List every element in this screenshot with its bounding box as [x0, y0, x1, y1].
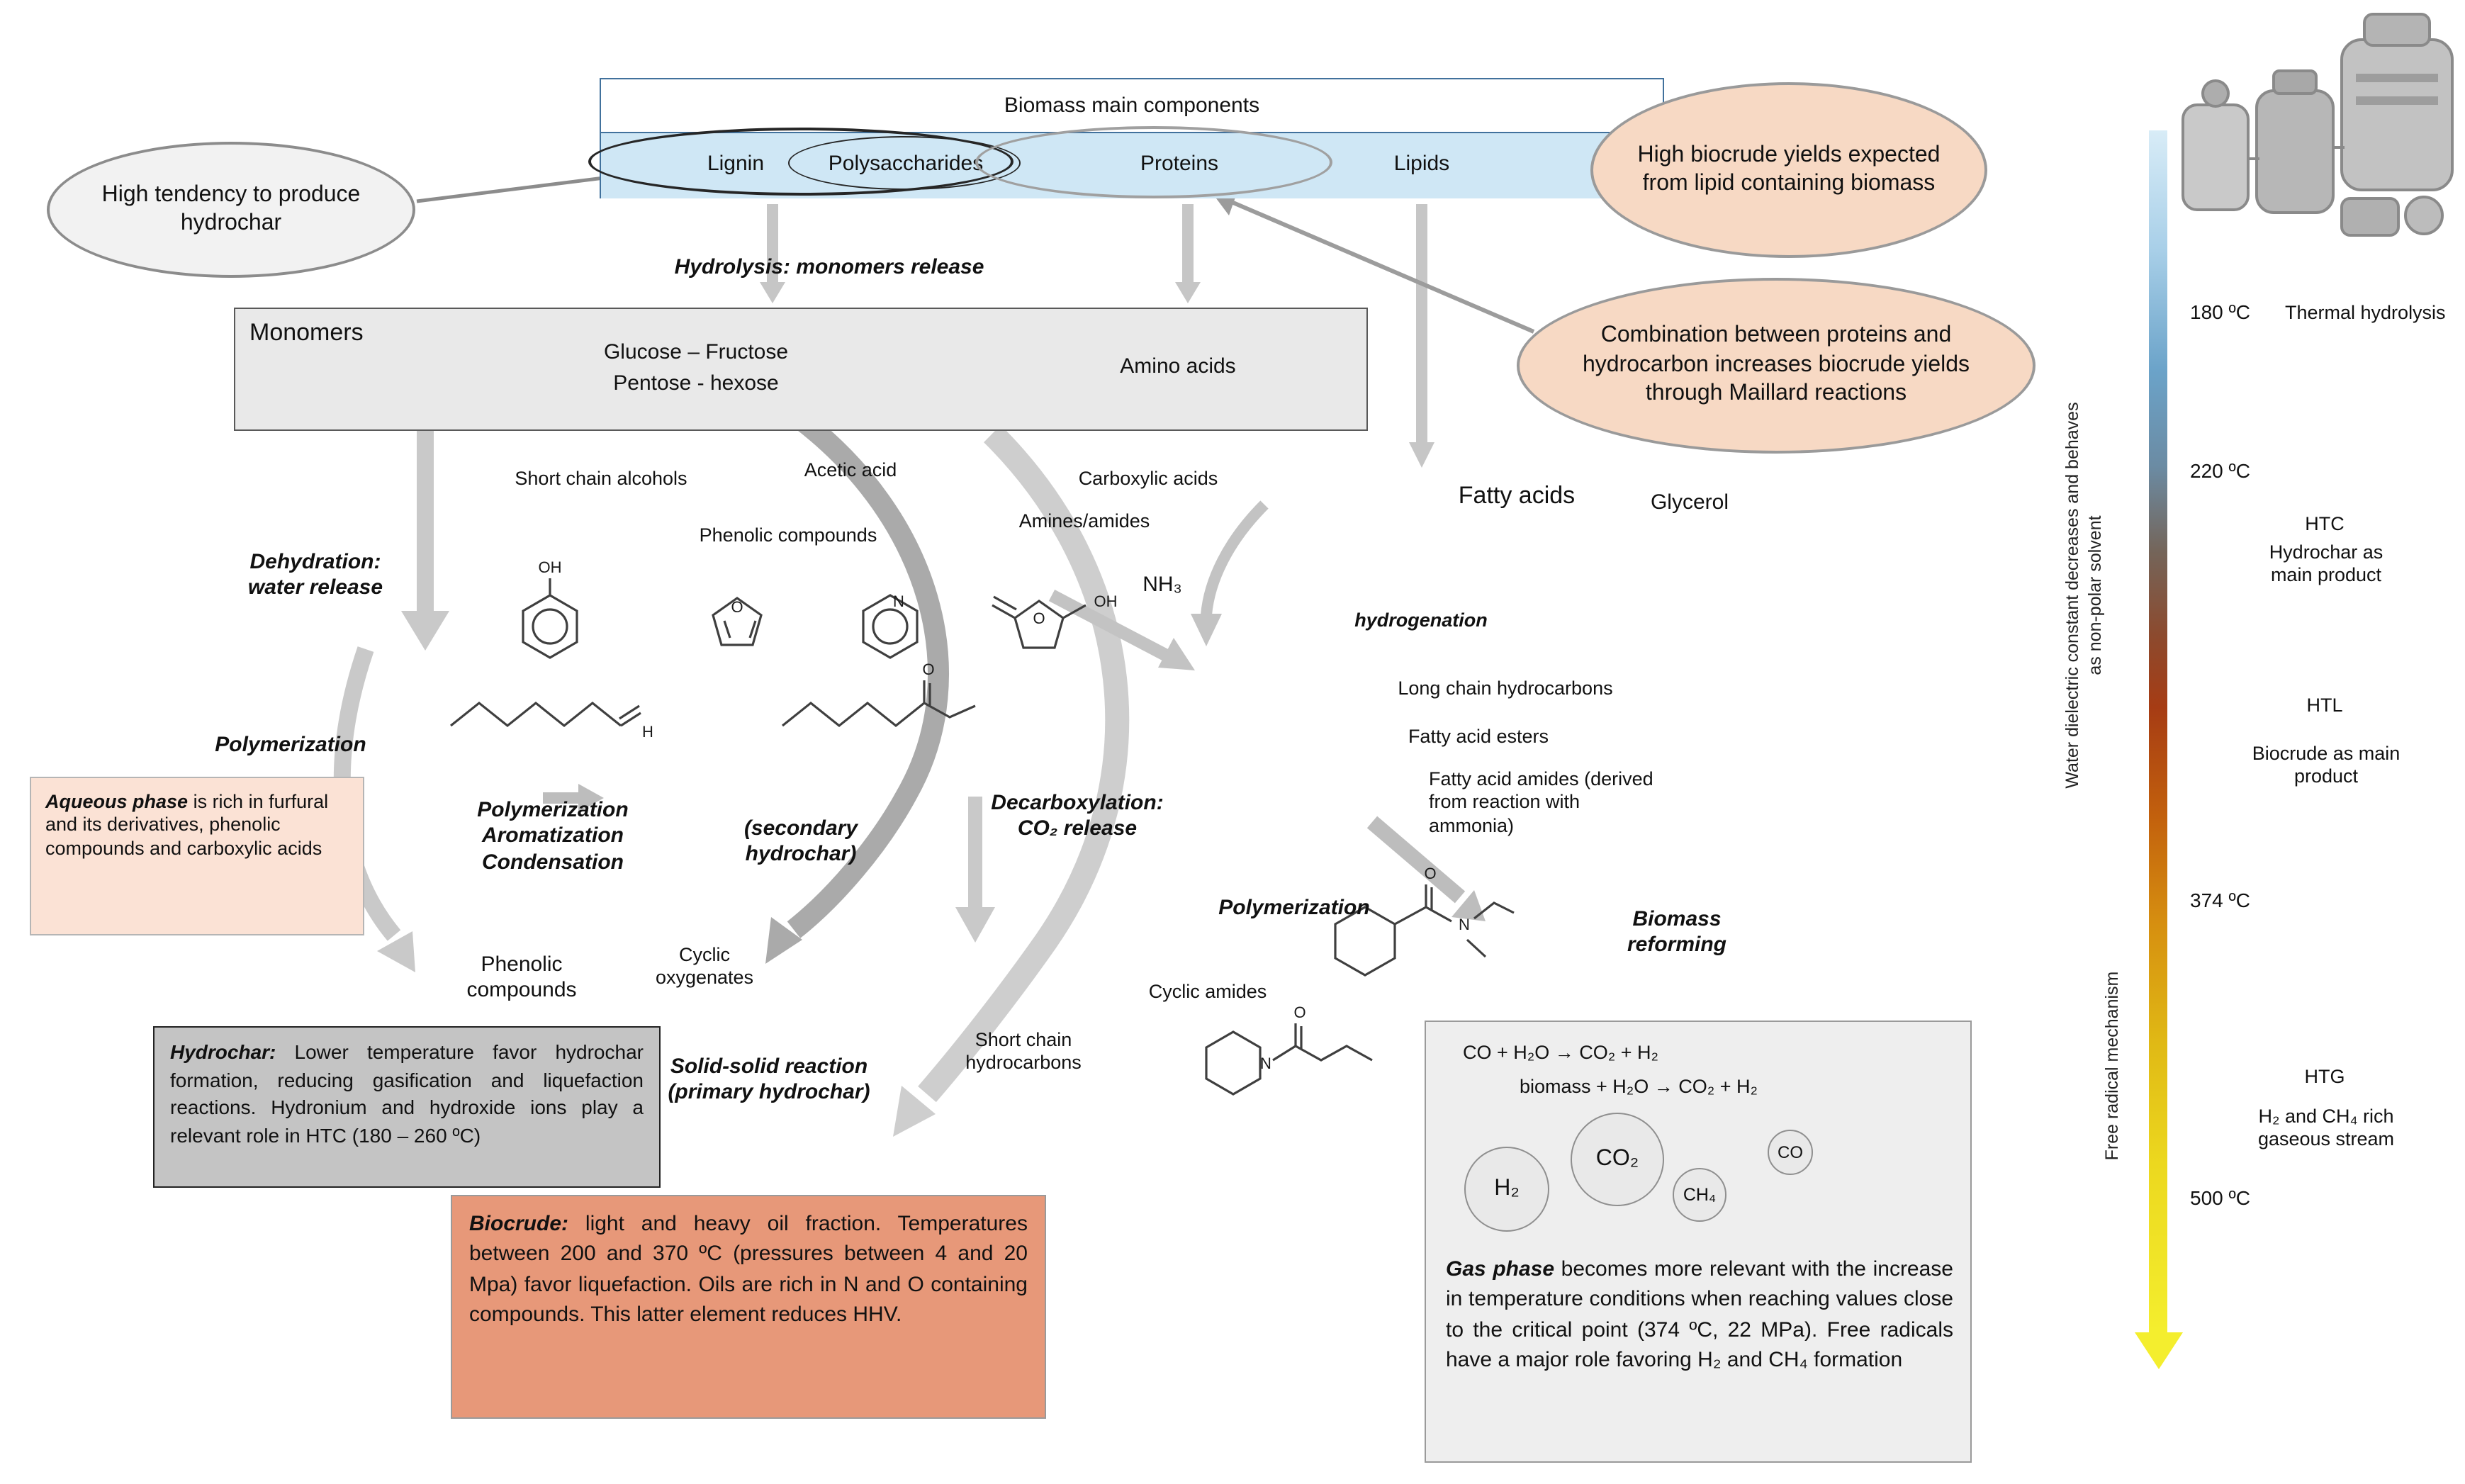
monomers-title: Monomers — [249, 319, 364, 346]
gas-equation-2: biomass + H₂O → CO₂ + H₂ — [1520, 1076, 1758, 1097]
lipid-yield-callout: High biocrude yields expected from lipid containing biomass — [1590, 82, 1987, 258]
proteins-ellipse — [975, 126, 1332, 198]
gas-equation-1: CO + H₂O → CO₂ + H₂ — [1463, 1042, 1658, 1063]
short-chain-alcohols-label: Short chain alcohols — [515, 468, 687, 489]
hydrochar-tendency-callout: High tendency to produce hydrochar — [47, 142, 415, 278]
hydrochar-box-lead: Hydrochar: — [170, 1040, 276, 1063]
biocrude-box-lead: Biocrude: — [469, 1212, 569, 1236]
fatty-acid-esters-label: Fatty acid esters — [1408, 726, 1549, 747]
solid-solid-reaction-label: Solid-solid reaction (primary hydrochar) — [668, 1055, 870, 1105]
biomass-reforming-label: Biomass reforming — [1627, 907, 1726, 957]
carboxylic-acids-label: Carboxylic acids — [1078, 468, 1218, 489]
hydrogenation-label: hydrogenation — [1354, 609, 1488, 631]
scale-htg-product-label: H₂ and CH₄ rich gaseous stream — [2257, 1106, 2395, 1150]
gas-phase-box — [1425, 1021, 1972, 1463]
hmf-oh-label: OH — [1094, 592, 1118, 610]
gas-phase-lead: Gas phase — [1446, 1257, 1555, 1281]
co2-molecule-label: CO₂ — [1595, 1147, 1639, 1171]
furan-structure — [713, 598, 761, 645]
cyclic-amides-label: Cyclic amides — [1148, 981, 1267, 1002]
h2-molecule-label: H₂ — [1494, 1176, 1520, 1201]
short-chain-hydrocarbons-label: Short chain hydrocarbons — [965, 1029, 1082, 1074]
biocrude-box-body: light and heavy oil fraction. Temperatures between 200 and 370 ºC (pressures between 4 and 20 Mpa) favor liquefaction. Oils are rich in N and O containing compounds. This latter element reduces HHV. — [469, 1212, 1028, 1327]
component-polysaccharides: Polysaccharides — [828, 152, 984, 176]
long-chain-hydrocarbons-label: Long chain hydrocarbons — [1398, 678, 1613, 699]
hmf-o-label: O — [1033, 609, 1045, 627]
nh3-label: NH₃ — [1142, 573, 1182, 597]
amide-o-label: O — [1424, 865, 1437, 882]
aqueous-phase-box — [30, 777, 364, 935]
maillard-callout: Combination between proteins and hydrocarbon increases biocrude yields through Maillard reactions — [1517, 278, 2036, 454]
hydrochar-box — [153, 1026, 661, 1188]
monomers-box — [234, 308, 1368, 431]
scale-220C-label: 220 ºC — [2190, 459, 2250, 482]
scale-374C-label: 374 ºC — [2190, 889, 2250, 911]
co2-molecule — [1571, 1113, 1664, 1206]
phenolic-compounds-label: Phenolic compounds — [466, 952, 577, 1003]
scale-htl-product-label: Biocrude as main product — [2252, 743, 2401, 787]
ch4-molecule — [1673, 1168, 1726, 1222]
reactors-illustration — [2183, 14, 2452, 235]
aldehyde-structure — [451, 703, 653, 741]
decarboxylation-label: Decarboxylation: CO₂ release — [991, 791, 1164, 841]
aqueous-phase-lead: Aqueous phase — [45, 791, 189, 812]
ch4-molecule-label: CH₄ — [1683, 1185, 1717, 1205]
phenol-oh-label: OH — [538, 558, 562, 576]
scale-180C-label: 180 ºC — [2190, 300, 2250, 323]
component-lignin: Lignin — [707, 152, 765, 176]
monomers-sugars-1: Glucose – Fructose — [603, 340, 789, 364]
hydrochar-box-body: Lower temperature favor hydrochar formation, reducing gasification and liquefaction reactions. Hydronium and hydroxide ions play a relevant role in HTC (180 – 260 ºC) — [170, 1040, 644, 1147]
acetic-acid-label: Acetic acid — [804, 459, 897, 480]
dehydration-label: Dehydration: water release — [247, 550, 383, 600]
phenolic-compounds-top-label: Phenolic compounds — [699, 524, 877, 546]
monomers-sugars-2: Pentose - hexose — [613, 371, 779, 395]
temperature-gradient-bar — [2149, 130, 2167, 1332]
scale-htl-label: HTL — [2306, 695, 2343, 716]
monomers-amino-acids: Amino acids — [1120, 354, 1236, 378]
piperidine-amide-structure — [1206, 1004, 1372, 1094]
polymerization-left-label: Polymerization — [215, 733, 366, 757]
fatty-acid-amides-label: Fatty acid amides (derived from reaction with ammonia) — [1429, 768, 1653, 836]
gas-phase-paragraph — [1446, 1254, 1953, 1375]
piperidine-o-label: O — [1293, 1004, 1306, 1021]
furan-o-label: O — [731, 598, 743, 616]
biocrude-box — [451, 1195, 1046, 1419]
scale-htc-label: HTC — [2305, 513, 2345, 534]
polymerization-aromatization-condensation-label: Polymerization Aromatization Condensation — [477, 798, 629, 875]
free-radical-vertical-label: Free radical mechanism — [2102, 971, 2122, 1161]
amide-n-label: N — [1459, 916, 1470, 933]
co-molecule — [1768, 1130, 1813, 1175]
water-dielectric-vertical-label: Water dielectric constant decreases and behaves as non-polar solvent — [2062, 402, 2106, 789]
scale-htc-product-label: Hydrochar as main product — [2269, 541, 2383, 586]
amines-amides-label: Amines/amides — [1018, 510, 1150, 532]
component-lipids: Lipids — [1393, 152, 1450, 176]
fatty-acids-label: Fatty acids — [1458, 482, 1576, 509]
secondary-hydrochar-label: (secondary hydrochar) — [743, 816, 858, 867]
glycerol-label: Glycerol — [1650, 490, 1729, 515]
scale-htg-label: HTG — [2304, 1066, 2345, 1087]
temperature-bar-arrowhead — [2135, 1332, 2183, 1369]
aqueous-phase-body: is rich in furfural and its derivatives, phenolic compounds and carboxylic acids — [45, 791, 329, 859]
pyridine-n-label: N — [893, 592, 904, 610]
cyclic-oxygenates-label: Cyclic oxygenates — [655, 944, 754, 989]
aldehyde-h-label: H — [642, 723, 653, 741]
biomass-box-title: Biomass main components — [601, 79, 1663, 133]
co-molecule-label: CO — [1778, 1142, 1803, 1162]
piperidine-n-label: N — [1260, 1055, 1271, 1072]
pyridine-structure — [863, 592, 917, 658]
gas-phase-body: becomes more relevant with the increase in temperature conditions when reaching values close to the critical point (374 ºC, 22 MPa). Free radicals have a major role favoring H₂ and CH₄ formation — [1446, 1257, 1953, 1372]
component-proteins: Proteins — [1140, 152, 1219, 176]
phenol-structure — [523, 558, 577, 658]
ester-o-label: O — [922, 661, 935, 678]
scale-thermal-hydrolysis-label: Thermal hydrolysis — [2285, 302, 2446, 323]
polymerization-right-label: Polymerization — [1218, 896, 1370, 920]
h2-molecule — [1464, 1147, 1549, 1232]
hydrolysis-label: Hydrolysis: monomers release — [674, 255, 984, 279]
scale-500C-label: 500 ºC — [2190, 1186, 2250, 1209]
